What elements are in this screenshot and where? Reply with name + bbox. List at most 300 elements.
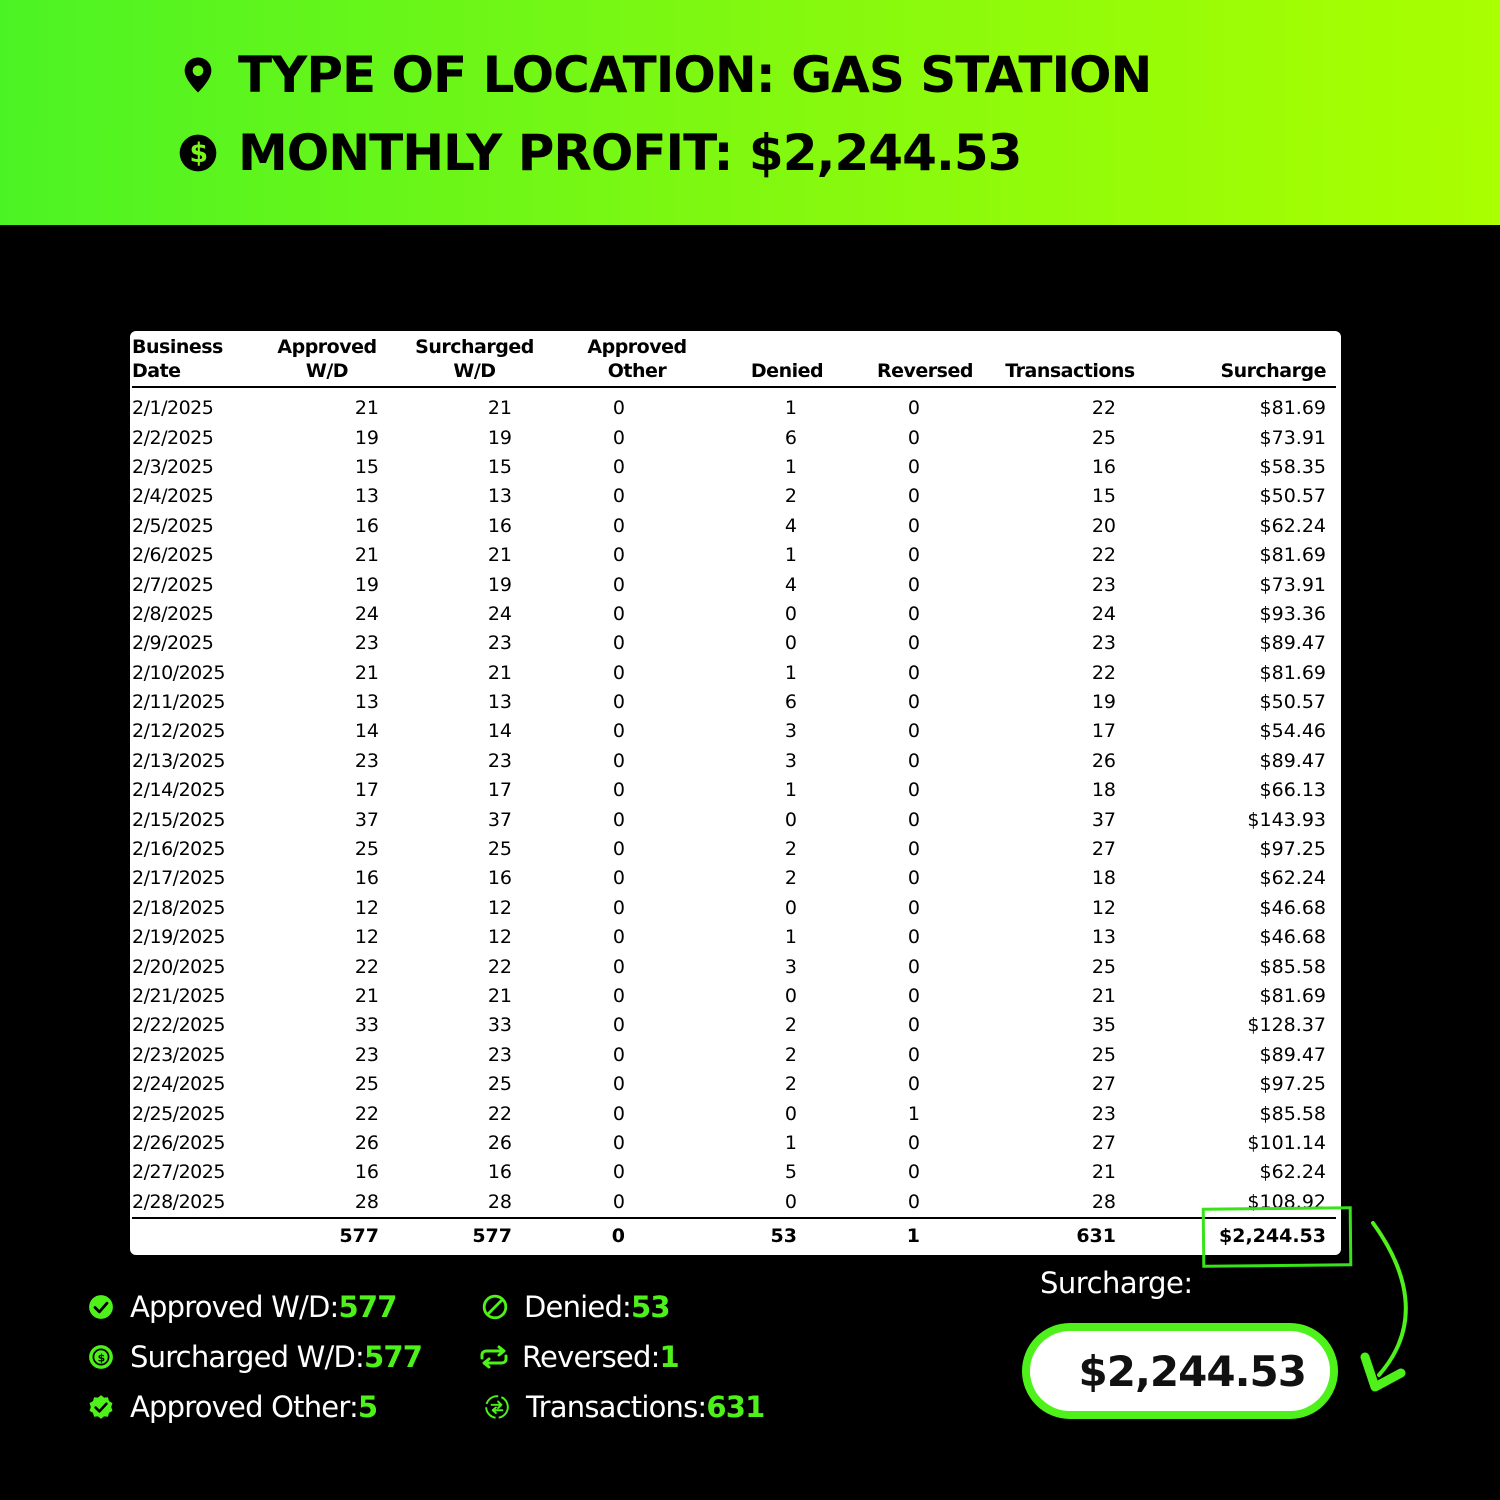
table-row [132,512,1336,541]
table-cell: 13 [354,485,379,508]
table-cell: 0 [907,779,920,802]
table-cell: 0 [557,1218,717,1253]
column-header-line2: Surcharge [1220,360,1326,382]
table-row [132,776,1336,805]
table-cell: 2/14/2025 [132,779,225,802]
table-cell: 16 [487,1161,512,1184]
table-cell: 21 [354,544,379,567]
check-circle-icon [88,1294,114,1320]
table-row [132,482,1336,511]
column-header [717,333,857,387]
table-row [132,717,1336,746]
table-cell: 2/16/2025 [132,838,225,861]
table-cell: 33 [487,1014,512,1037]
table-cell: 23 [354,749,379,772]
table-cell: 0 [612,926,625,949]
table-cell: 15 [354,455,379,478]
column-header [557,333,717,387]
table-cell: 577 [392,1218,557,1253]
table-row [132,1070,1336,1099]
table-row [132,1188,1336,1218]
table-cell: 0 [907,838,920,861]
svg-text:$: $ [97,1351,105,1365]
table-cell: $97.25 [1259,838,1326,861]
stat-transactions-label: Transactions: [526,1390,707,1424]
table-cell: 0 [612,632,625,655]
table-cell: 19 [487,573,512,596]
table-cell: 28 [487,1190,512,1213]
table-row [132,952,1336,981]
table-cell: 2/6/2025 [132,544,214,567]
table-cell: 2/19/2025 [132,926,225,949]
table-cell: 1 [857,1218,993,1253]
table-cell: 37 [1091,808,1116,831]
table-cell [132,1218,262,1253]
table-cell: 22 [1091,397,1116,420]
table-cell: 0 [612,749,625,772]
table-cell: 2/11/2025 [132,691,225,714]
table-cell: 16 [354,514,379,537]
table-row [132,629,1336,658]
table-cell: 0 [612,1014,625,1037]
table-cell: 2 [784,867,797,890]
table-cell: 22 [354,955,379,978]
table-cell: 2/25/2025 [132,1102,225,1125]
table-cell: $108.92 [1247,1190,1326,1213]
table-cell: $54.46 [1259,720,1326,743]
table-cell: 33 [354,1014,379,1037]
table-cell: 26 [1091,749,1116,772]
table-cell: 2 [784,838,797,861]
table-cell: 13 [487,485,512,508]
table-cell: 19 [354,573,379,596]
table-row [132,387,1336,423]
column-header-line2: W/D [305,360,349,382]
table-cell: 13 [487,691,512,714]
table-cell: 0 [907,1014,920,1037]
stat-surcharged-wd-value: 577 [364,1340,423,1374]
table-cell: $50.57 [1259,691,1326,714]
table-row [132,1129,1336,1158]
table-cell: 2/13/2025 [132,749,225,772]
table-cell: 0 [907,1131,920,1154]
table-cell: 12 [487,926,512,949]
table-cell: 15 [1091,485,1116,508]
table-cell: $62.24 [1259,1161,1326,1184]
table-cell: 2/12/2025 [132,720,225,743]
table-cell: 2/26/2025 [132,1131,225,1154]
column-header-line1: Surcharged [415,336,534,358]
curved-arrow-icon [1345,1215,1435,1395]
repeat-arrows-icon [478,1344,510,1370]
table-cell: 4 [784,514,797,537]
stat-approved-other-label: Approved Other: [130,1390,358,1424]
table-cell: 0 [612,838,625,861]
table-cell: 0 [907,749,920,772]
table-cell: 0 [612,779,625,802]
table-cell: 20 [1091,514,1116,537]
table-cell: 17 [354,779,379,802]
prohibited-icon [482,1294,508,1320]
table-row [132,982,1336,1011]
table-cell: 1 [784,1131,797,1154]
table-cell: 21 [487,397,512,420]
table-cell: 2 [784,1043,797,1066]
table-cell: 2/3/2025 [132,455,214,478]
table-cell: 0 [612,573,625,596]
table-cell: $81.69 [1259,985,1326,1007]
table-cell: $93.36 [1259,602,1326,625]
table-cell: 0 [612,691,625,714]
table-cell: 21 [487,661,512,684]
table-cell: 0 [612,544,625,567]
stat-approved-other [88,1387,377,1427]
table-cell: 0 [612,985,625,1007]
column-header [857,333,993,387]
table-cell: 631 [993,1218,1147,1253]
table-cell: 0 [612,397,625,420]
coin-icon [88,1344,114,1370]
table-row [132,923,1336,952]
table-cell: 25 [487,1073,512,1096]
stat-surcharged-wd-label: Surcharged W/D: [130,1340,365,1374]
table-cell: 18 [1091,867,1116,890]
table-cell: 26 [487,1131,512,1154]
column-header [1147,333,1336,387]
svg-text:$: $ [189,138,207,170]
table-cell: $89.47 [1259,632,1326,655]
table-cell: 0 [907,661,920,684]
table-cell: 22 [487,1102,512,1125]
table-cell: 2 [784,1073,797,1096]
table-cell: 25 [354,1073,379,1096]
table-cell: $85.58 [1259,1102,1326,1125]
stat-denied [482,1287,670,1327]
table-cell: 0 [612,661,625,684]
table-cell: 0 [907,602,920,625]
table-cell: 25 [487,838,512,861]
table-cell: 2/28/2025 [132,1190,225,1213]
location-type-line [178,44,1151,106]
table-cell: 0 [907,691,920,714]
table-cell: 16 [354,1161,379,1184]
table-cell: 0 [784,602,797,625]
table-cell: 22 [1091,661,1116,684]
table-row [132,1041,1336,1070]
table-cell: 2/17/2025 [132,867,225,890]
surcharge-callout-label: Surcharge: [1040,1266,1193,1300]
table-cell: 53 [717,1218,857,1253]
header-banner [0,0,1500,225]
table-cell: 25 [1091,955,1116,978]
column-header [132,333,262,387]
stat-denied-label: Denied: [524,1290,632,1324]
table-cell: 4 [784,573,797,596]
table-row [132,747,1336,776]
column-header [392,333,557,387]
table-row [132,453,1336,482]
table-cell: 0 [907,808,920,831]
table-cell: 19 [1091,691,1116,714]
table-cell: 0 [907,955,920,978]
exchange-icon [484,1394,510,1420]
table-cell: 2/27/2025 [132,1161,225,1184]
table-cell: 21 [487,985,512,1007]
table-cell: 577 [262,1218,392,1253]
table-cell: 2/5/2025 [132,514,214,537]
table-row [132,805,1336,834]
table-cell: 1 [784,661,797,684]
table-cell: 5 [784,1161,797,1184]
location-type-text: TYPE OF LOCATION: GAS STATION [238,46,1152,104]
table-cell: $128.37 [1247,1014,1326,1037]
table-cell: $62.24 [1259,867,1326,890]
table-cell: 23 [1091,1102,1116,1125]
table-cell: 2/20/2025 [132,955,225,978]
table-cell: 12 [487,896,512,919]
table-cell: 25 [354,838,379,861]
table-cell: 1 [784,397,797,420]
table-cell: 21 [354,661,379,684]
table-cell: $81.69 [1259,661,1326,684]
stat-surcharged-wd [88,1337,422,1377]
table-cell: 22 [354,1102,379,1125]
table-cell: 0 [612,485,625,508]
table-cell: $89.47 [1259,749,1326,772]
table-cell: 0 [907,1190,920,1213]
table-row [132,864,1336,893]
table-cell: 23 [487,749,512,772]
table-cell: 2/10/2025 [132,661,225,684]
table-cell: 0 [907,455,920,478]
stat-approved-wd [88,1287,397,1327]
table-cell: $85.58 [1259,955,1326,978]
stat-transactions-value: 631 [706,1390,765,1424]
column-header [993,333,1147,387]
table-cell: 24 [487,602,512,625]
table-cell: 2 [784,1014,797,1037]
stat-denied-value: 53 [631,1290,670,1324]
table-cell: 18 [1091,779,1116,802]
table-cell: 23 [1091,573,1116,596]
table-cell: 2/15/2025 [132,808,225,831]
table-cell: 21 [354,985,379,1007]
table-cell: 0 [612,1190,625,1213]
stat-approved-other-value: 5 [357,1390,378,1424]
column-header-line1: Business [132,336,223,358]
table-cell: 19 [487,426,512,449]
table-cell: 2/4/2025 [132,485,214,508]
column-header-line1: Approved [587,336,687,358]
table-cell: 0 [612,602,625,625]
table-cell: 21 [487,544,512,567]
table-cell: 6 [784,426,797,449]
table-cell: 0 [612,1043,625,1066]
table-cell: 13 [1091,926,1116,949]
table-cell: 15 [487,455,512,478]
table-row [132,1158,1336,1187]
table-cell: 3 [784,749,797,772]
table-cell: 23 [487,1043,512,1066]
table-cell: 19 [354,426,379,449]
stat-transactions [484,1387,765,1427]
column-header-line2: W/D [453,360,496,382]
table-cell: 23 [354,632,379,655]
table-cell: 13 [354,691,379,714]
table-cell: 0 [907,985,920,1007]
table-cell: 16 [354,867,379,890]
table-cell: 0 [784,632,797,655]
table-cell: 28 [354,1190,379,1213]
table-cell: 1 [784,455,797,478]
table-cell: 0 [612,1161,625,1184]
table-cell: 3 [784,955,797,978]
table-row [132,835,1336,864]
table-cell: $73.91 [1259,573,1326,596]
totals-row [132,1218,1336,1253]
table-cell: $73.91 [1259,426,1326,449]
table-cell: 26 [354,1131,379,1154]
stat-reversed-value: 1 [659,1340,679,1374]
table-cell: 0 [612,808,625,831]
table-cell: 0 [907,1043,920,1066]
table-cell: 0 [907,720,920,743]
table-cell: 0 [907,397,920,420]
table-cell: 23 [487,632,512,655]
table-cell: 21 [354,397,379,420]
table-cell: 0 [612,896,625,919]
dollar-coin-icon [178,133,218,173]
table-cell: 23 [1091,632,1116,655]
table-cell: 2 [784,485,797,508]
table-header-row [132,333,1336,387]
table-cell: 16 [487,514,512,537]
table-cell: $46.68 [1259,896,1326,919]
table-cell: 1 [784,779,797,802]
table-row [132,659,1336,688]
table-cell: $58.35 [1259,455,1326,478]
location-pin-icon [178,55,218,95]
table-row [132,1011,1336,1040]
table-cell: 0 [612,867,625,890]
table-cell: 0 [612,426,625,449]
table-row [132,1099,1336,1128]
table-cell: 0 [784,985,797,1007]
table-cell: 2/8/2025 [132,602,214,625]
table-cell: 0 [907,632,920,655]
column-header-line2: Reversed [877,360,973,382]
table-cell: 0 [907,485,920,508]
table-cell: 21 [1091,1161,1116,1184]
table-cell: 0 [784,896,797,919]
table-cell: 22 [1091,544,1116,567]
table-cell: 3 [784,720,797,743]
stat-approved-wd-value: 577 [338,1290,397,1324]
table-cell: 1 [784,544,797,567]
table-cell: 24 [1091,602,1116,625]
column-header-line2: Denied [750,360,824,382]
table-cell: 37 [487,808,512,831]
table-cell: 2/2/2025 [132,426,214,449]
table-cell: 0 [612,955,625,978]
monthly-profit-line [178,122,1021,184]
table-row [132,894,1336,923]
table-cell: 0 [907,1161,920,1184]
stat-reversed-label: Reversed: [522,1340,660,1374]
table-cell: 1 [784,926,797,949]
table-row [132,541,1336,570]
check-badge-icon [88,1394,114,1420]
table-cell: 21 [1091,985,1116,1007]
stat-approved-wd-label: Approved W/D: [130,1290,339,1324]
column-header [262,333,392,387]
table-cell: 2/9/2025 [132,632,214,655]
table-cell: 35 [1091,1014,1116,1037]
table-cell: 12 [354,896,379,919]
table-cell: $89.47 [1259,1043,1326,1066]
table-cell: 2/23/2025 [132,1043,225,1066]
table-row [132,600,1336,629]
table-cell: 27 [1091,1073,1116,1096]
table-cell: 0 [907,426,920,449]
table-row [132,688,1336,717]
table-row [132,570,1336,599]
table-cell: 25 [1091,426,1116,449]
table-cell: 2/18/2025 [132,896,225,919]
table-cell: 14 [487,720,512,743]
table-cell: 27 [1091,1131,1116,1154]
table-cell: 0 [612,1073,625,1096]
table-cell: 0 [612,455,625,478]
table-cell: 0 [784,1190,797,1213]
table-cell: 16 [1091,455,1116,478]
table-cell: $101.14 [1247,1131,1326,1154]
column-header-line2: Transactions [1005,360,1135,382]
table-cell: 27 [1091,838,1116,861]
stat-reversed [478,1337,679,1377]
table-cell: 12 [1091,896,1116,919]
table-cell: $2,244.53 [1147,1218,1336,1253]
table-cell: 0 [907,514,920,537]
table-cell: $66.13 [1259,779,1326,802]
table-cell: 0 [907,573,920,596]
table-cell: $46.68 [1259,926,1326,949]
table-cell: 0 [784,808,797,831]
table-cell: 25 [1091,1043,1116,1066]
table-cell: 2/21/2025 [132,985,225,1007]
table-cell: $62.24 [1259,514,1326,537]
column-header-line2: Other [607,360,667,382]
table-cell: 28 [1091,1190,1116,1213]
table-cell: 2/7/2025 [132,573,214,596]
column-header-line2: Date [132,360,181,382]
table-cell: 17 [487,779,512,802]
monthly-profit-text: MONTHLY PROFIT: $2,244.53 [238,124,1022,182]
table-cell: 0 [612,1102,625,1125]
table-cell: 0 [612,1131,625,1154]
total-surcharge-highlight [1202,1206,1353,1268]
table-cell: 23 [354,1043,379,1066]
table-row [132,423,1336,452]
table-cell: $97.25 [1259,1073,1326,1096]
table-cell: 0 [907,867,920,890]
table-cell: $81.69 [1259,397,1326,420]
table-cell: 0 [612,514,625,537]
table-cell: 2/1/2025 [132,397,214,420]
table-cell: 0 [907,1073,920,1096]
table-cell: 2/22/2025 [132,1014,225,1037]
table-cell: 12 [354,926,379,949]
